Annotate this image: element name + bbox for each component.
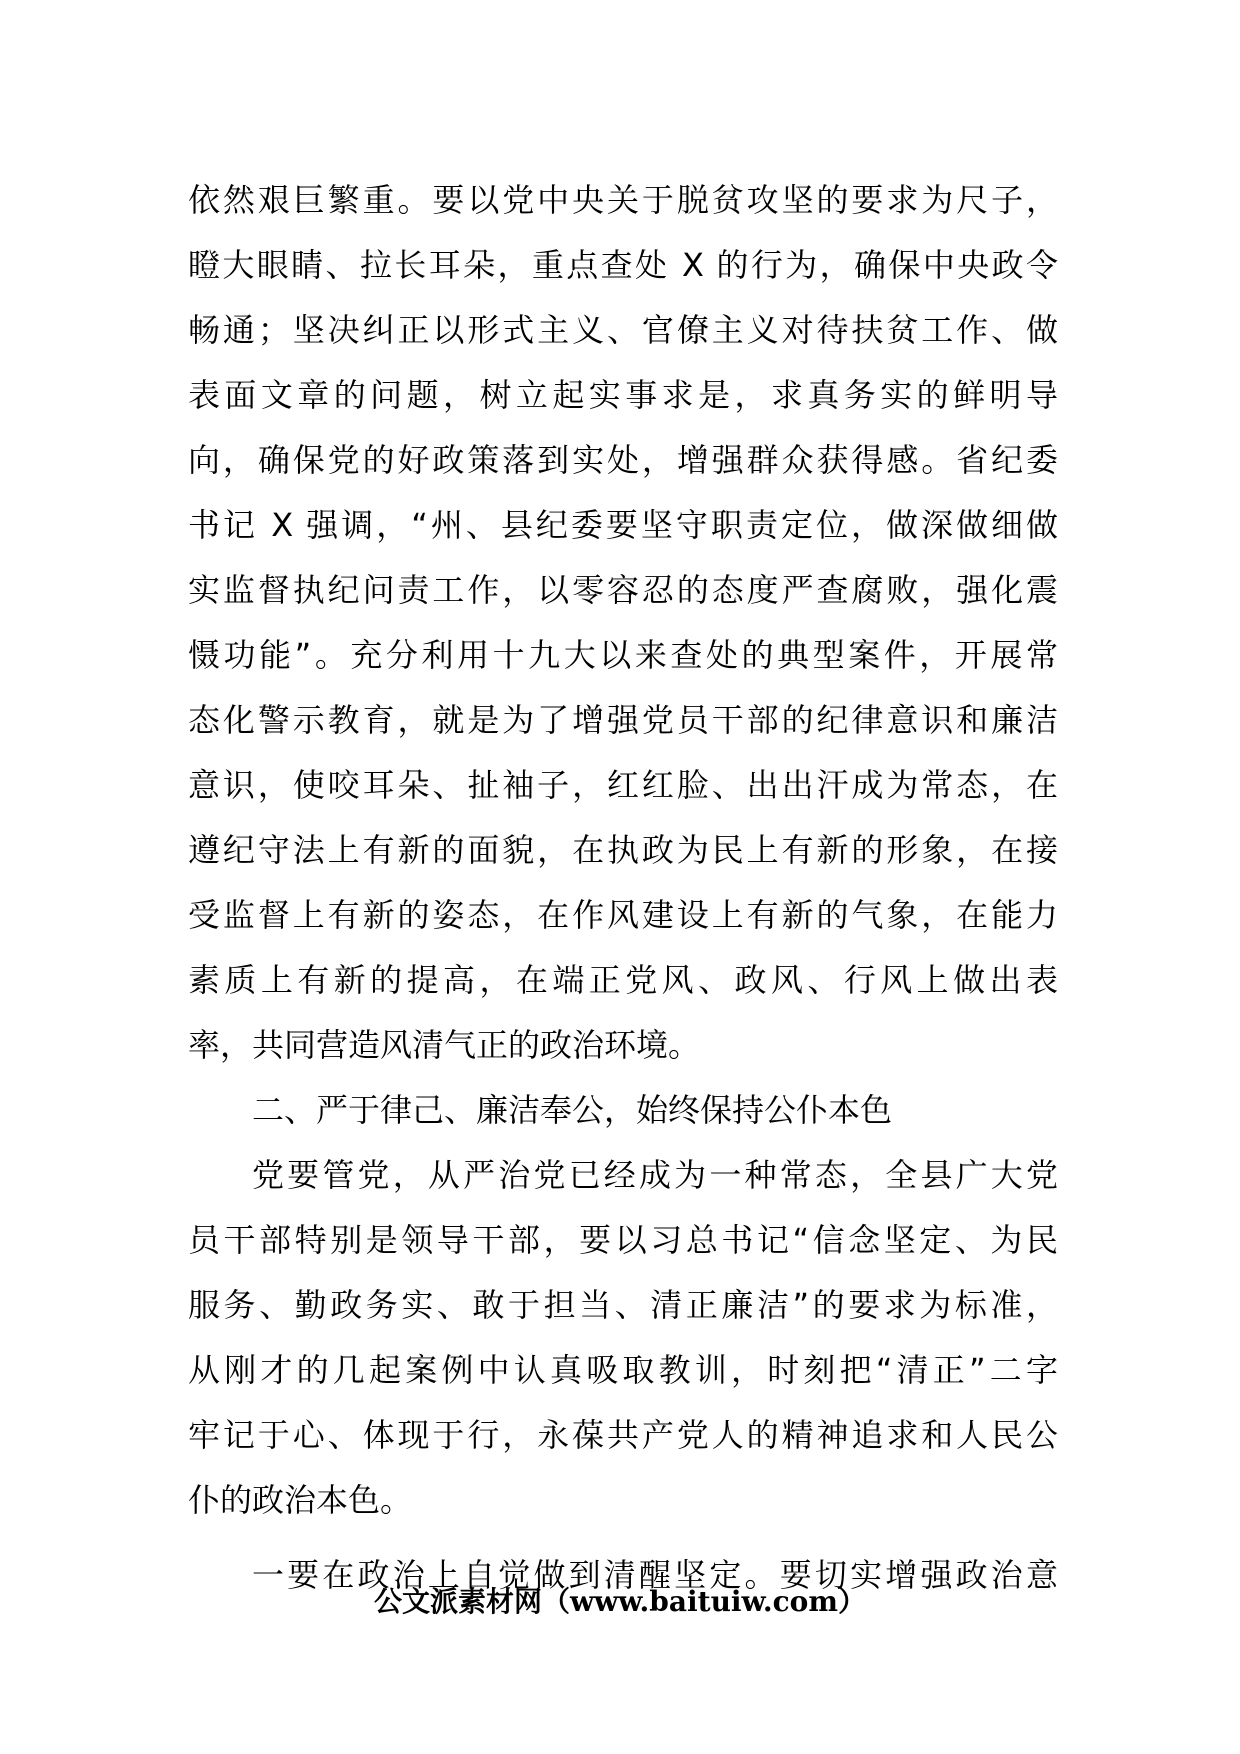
text-line: 意识，使咬耳朵、扯袖子，红红脸、出出汗成为常态，在 [188,766,1058,804]
text-line: 畅通；坚决纠正以形式主义、官僚主义对待扶贫工作、做 [188,311,1058,349]
text-line: 态化警示教育，就是为了增强党员干部的纪律意识和廉洁 [188,701,1058,739]
text-line: 书记 X 强调，“州、县纪委要坚守职责定位，做深做细做 [188,506,1058,544]
text-line: 牢记于心、体现于行，永葆共产党人的精神追求和人民公 [188,1416,1058,1454]
paragraph-1 [188,168,1058,1078]
text-line: 依然艰巨繁重。要以党中央关于脱贫攻坚的要求为尺子， [188,181,1058,219]
text-line: 员干部特别是领导干部，要以习总书记“信念坚定、为民 [188,1221,1058,1259]
text-line: 受监督上有新的姿态，在作风建设上有新的气象，在能力 [188,896,1058,934]
document-body [188,168,1058,1608]
paragraph-2 [188,1143,1058,1533]
text-line: 表面文章的问题，树立起实事求是，求真务实的鲜明导 [188,376,1058,414]
text-line: 从刚才的几起案例中认真吸取教训，时刻把“清正”二字 [188,1351,1058,1389]
text-line: 一要在政治上自觉做到清醒坚定。要切实增强政治意 [252,1556,1058,1594]
text-line: 瞪大眼睛、拉长耳朵，重点查处 X 的行为，确保中央政令 [188,246,1058,284]
text-line: 慑功能”。充分利用十九大以来查处的典型案件，开展常 [188,636,1058,674]
paragraph-gap [188,1533,1058,1543]
text-line: 遵纪守法上有新的面貌，在执政为民上有新的形象，在接 [188,831,1058,869]
text-line: 率，共同营造风清气正的政治环境。 [188,1026,701,1064]
text-line: 仆的政治本色。 [188,1481,413,1519]
footer-watermark: 公文派素材网（www.baituiw.com） [374,1585,866,1618]
text-line: 服务、勤政务实、敢于担当、清正廉洁”的要求为标准， [188,1286,1058,1324]
text-line: 向，确保党的好政策落到实处，增强群众获得感。省纪委 [188,441,1058,479]
text-line: 素质上有新的提高，在端正党风、政风、行风上做出表 [188,961,1058,999]
text-line: 实监督执纪问责工作，以零容忍的态度严查腐败，强化震 [188,571,1058,609]
section-heading: 二、严于律己、廉洁奉公，始终保持公仆本色 [252,1091,893,1129]
text-line: 党要管党，从严治党已经成为一种常态，全县广大党 [252,1156,1058,1194]
